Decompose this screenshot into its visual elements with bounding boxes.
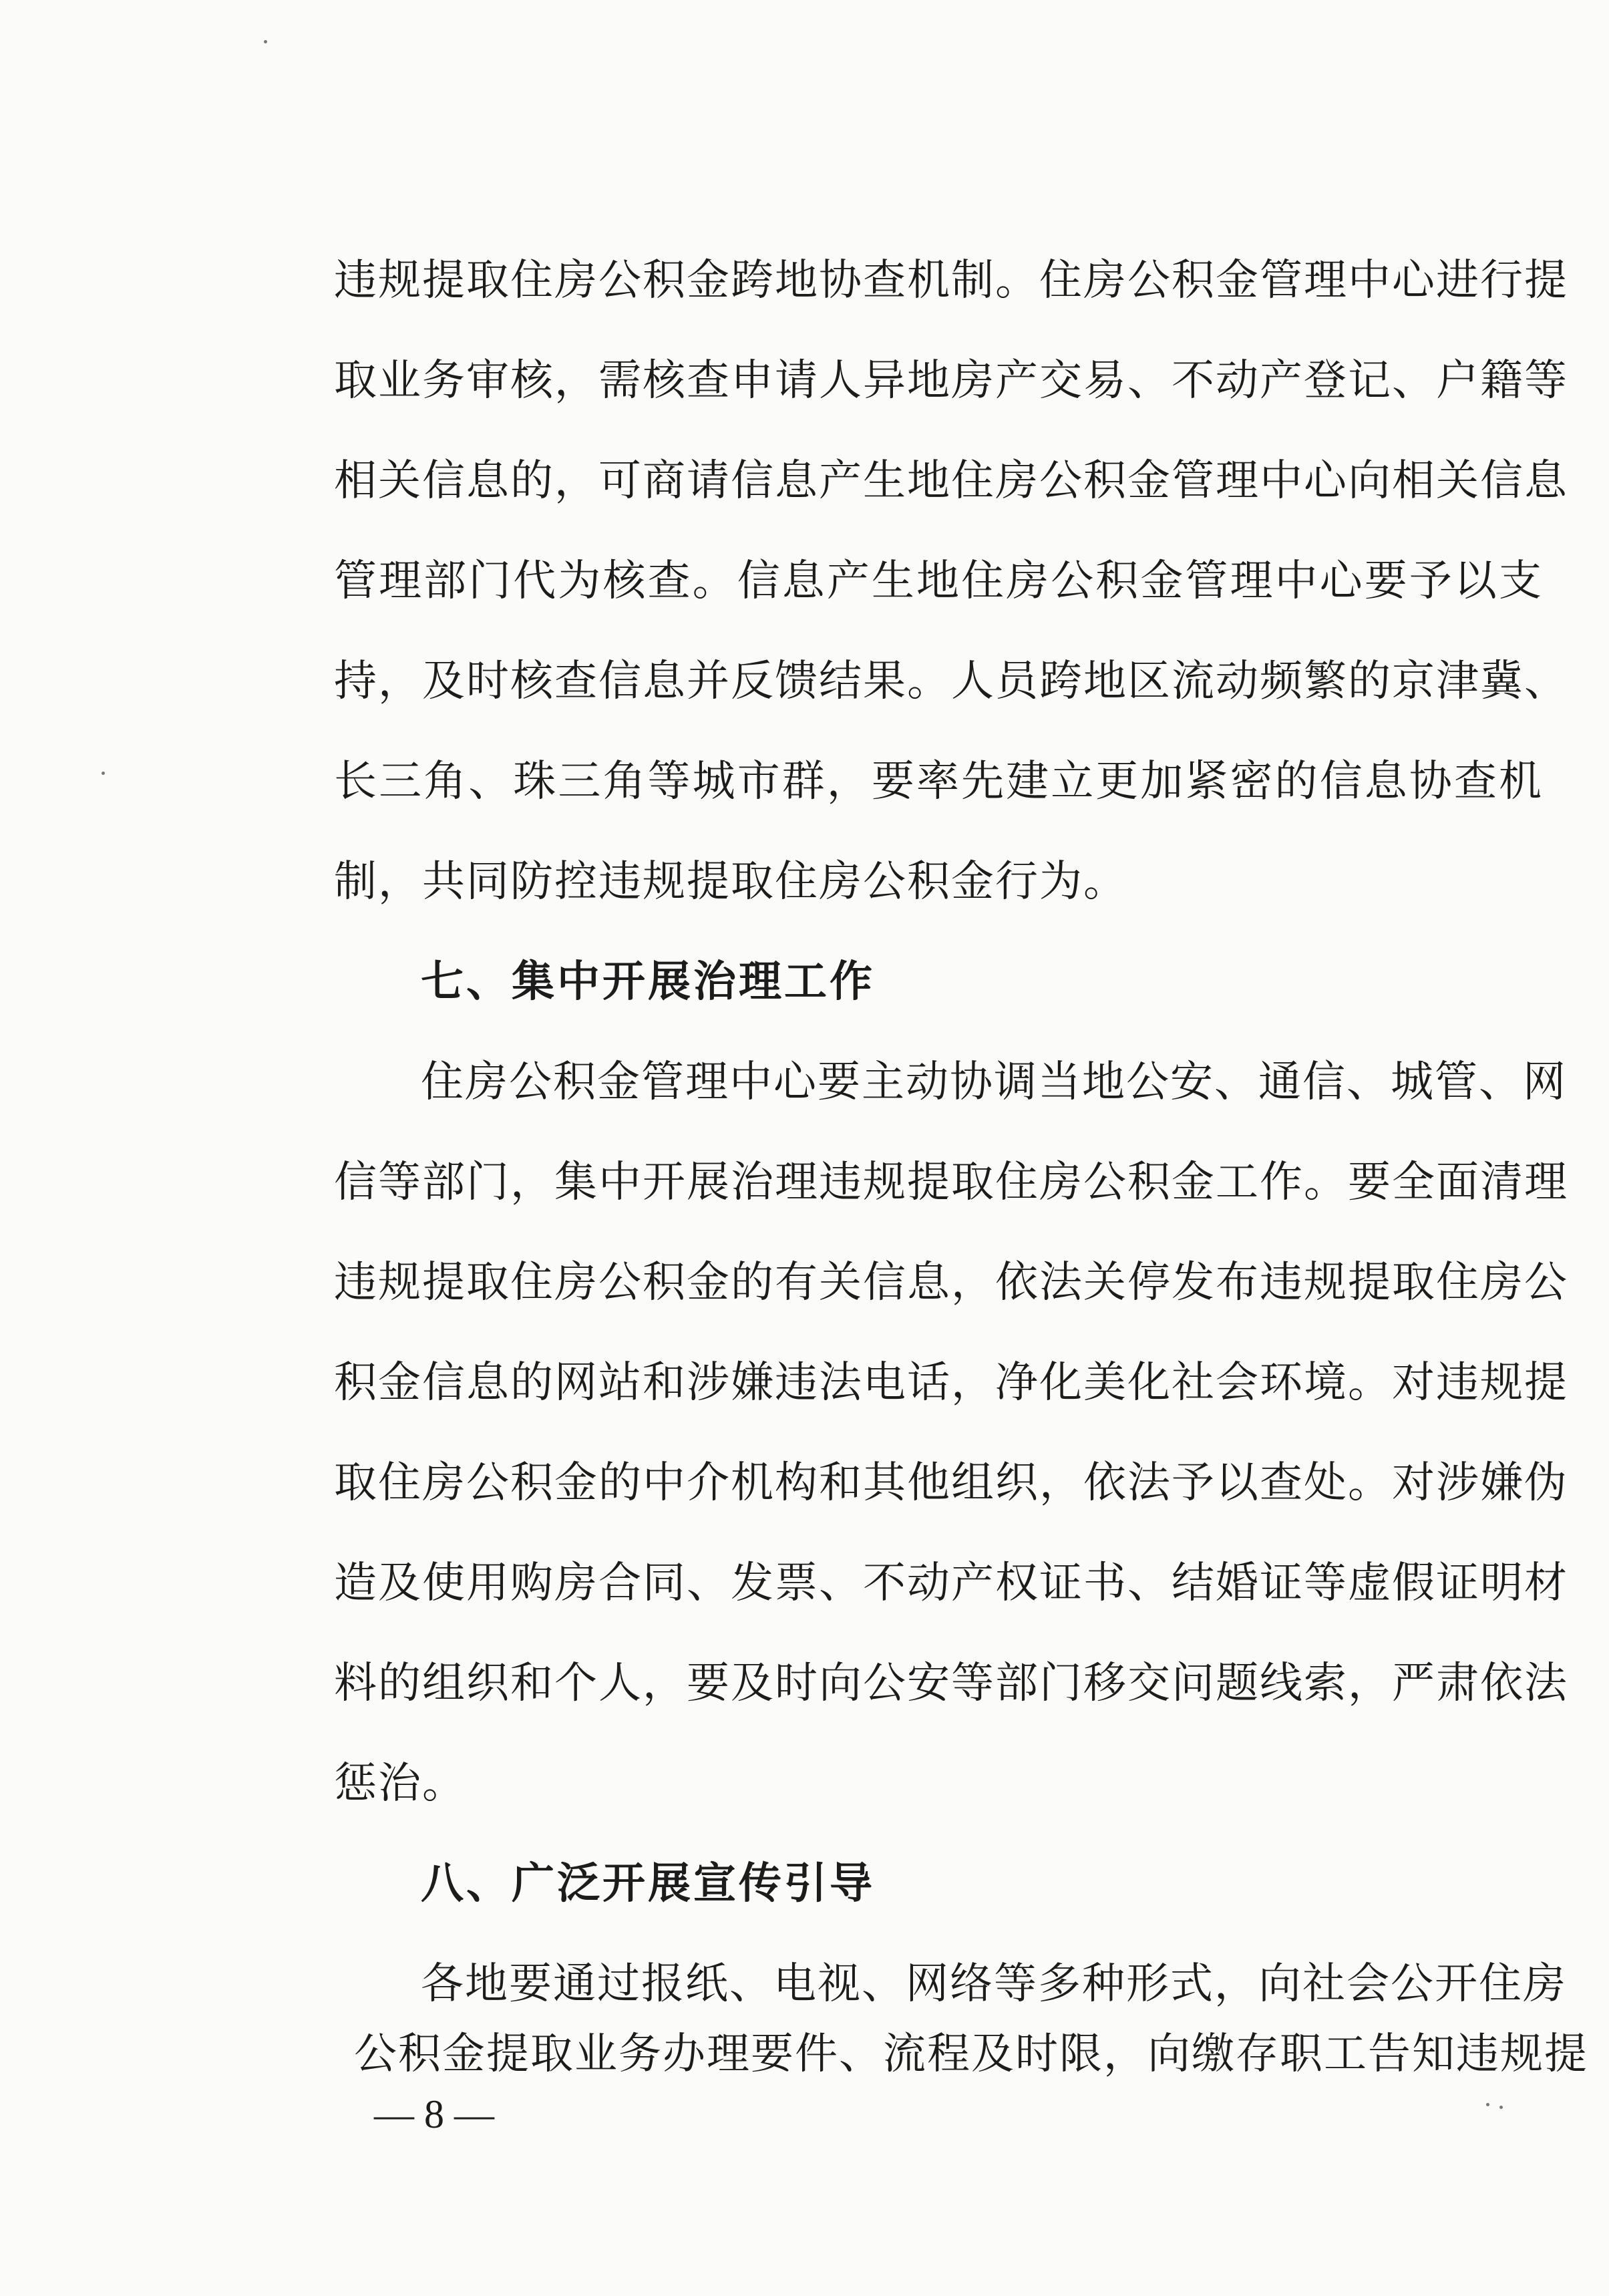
paragraph-line: 造及使用购房合同、发票、不动产权证书、结婚证等虚假证明材 — [334, 1559, 1568, 1608]
paragraph-line: 公积金提取业务办理要件、流程及时限，向缴存职工告知违规提 — [354, 2029, 1588, 2079]
section-heading: 八、广泛开展宣传引导 — [421, 1859, 875, 1909]
paragraph-line: 积金信息的网站和涉嫌违法电话，净化美化社会环境。对违规提 — [334, 1358, 1568, 1408]
scan-speck — [102, 772, 105, 775]
paragraph-line: 料的组织和个人，要及时向公安等部门移交问题线索，严肃依法 — [334, 1659, 1568, 1708]
paragraph-line: 管理部门代为核查。信息产生地住房公积金管理中心要予以支 — [334, 556, 1543, 606]
paragraph-line: 取住房公积金的中介机构和其他组织，依法予以查处。对涉嫌伪 — [334, 1458, 1568, 1508]
paragraph-line: 取业务审核，需核查申请人异地房产交易、不动产登记、户籍等 — [334, 356, 1568, 405]
scan-speck — [1486, 2103, 1489, 2106]
paragraph-line: 惩治。 — [334, 1759, 466, 1808]
paragraph-line: 持，及时核查信息并反馈结果。人员跨地区流动频繁的京津冀、 — [334, 657, 1568, 706]
paragraph-line: 各地要通过报纸、电视、网络等多种形式，向社会公开住房 — [421, 1959, 1567, 2009]
paragraph-line: 违规提取住房公积金的有关信息，依法关停发布违规提取住房公 — [334, 1258, 1568, 1307]
paragraph-line: 信等部门，集中开展治理违规提取住房公积金工作。要全面清理 — [334, 1158, 1568, 1207]
paragraph-line: 相关信息的，可商请信息产生地住房公积金管理中心向相关信息 — [334, 456, 1568, 506]
paragraph-line: 住房公积金管理中心要主动协调当地公安、通信、城管、网 — [421, 1057, 1567, 1107]
scan-speck — [264, 40, 267, 43]
scan-speck — [1499, 2106, 1503, 2109]
paragraph-line: 制，共同防控违规提取住房公积金行为。 — [334, 857, 1127, 907]
paragraph-line: 长三角、珠三角等城市群，要率先建立更加紧密的信息协查机 — [334, 757, 1543, 806]
paragraph-line: 违规提取住房公积金跨地协查机制。住房公积金管理中心进行提 — [334, 256, 1568, 305]
section-heading: 七、集中开展治理工作 — [421, 957, 875, 1007]
page-number: — 8 — — [374, 2092, 494, 2136]
